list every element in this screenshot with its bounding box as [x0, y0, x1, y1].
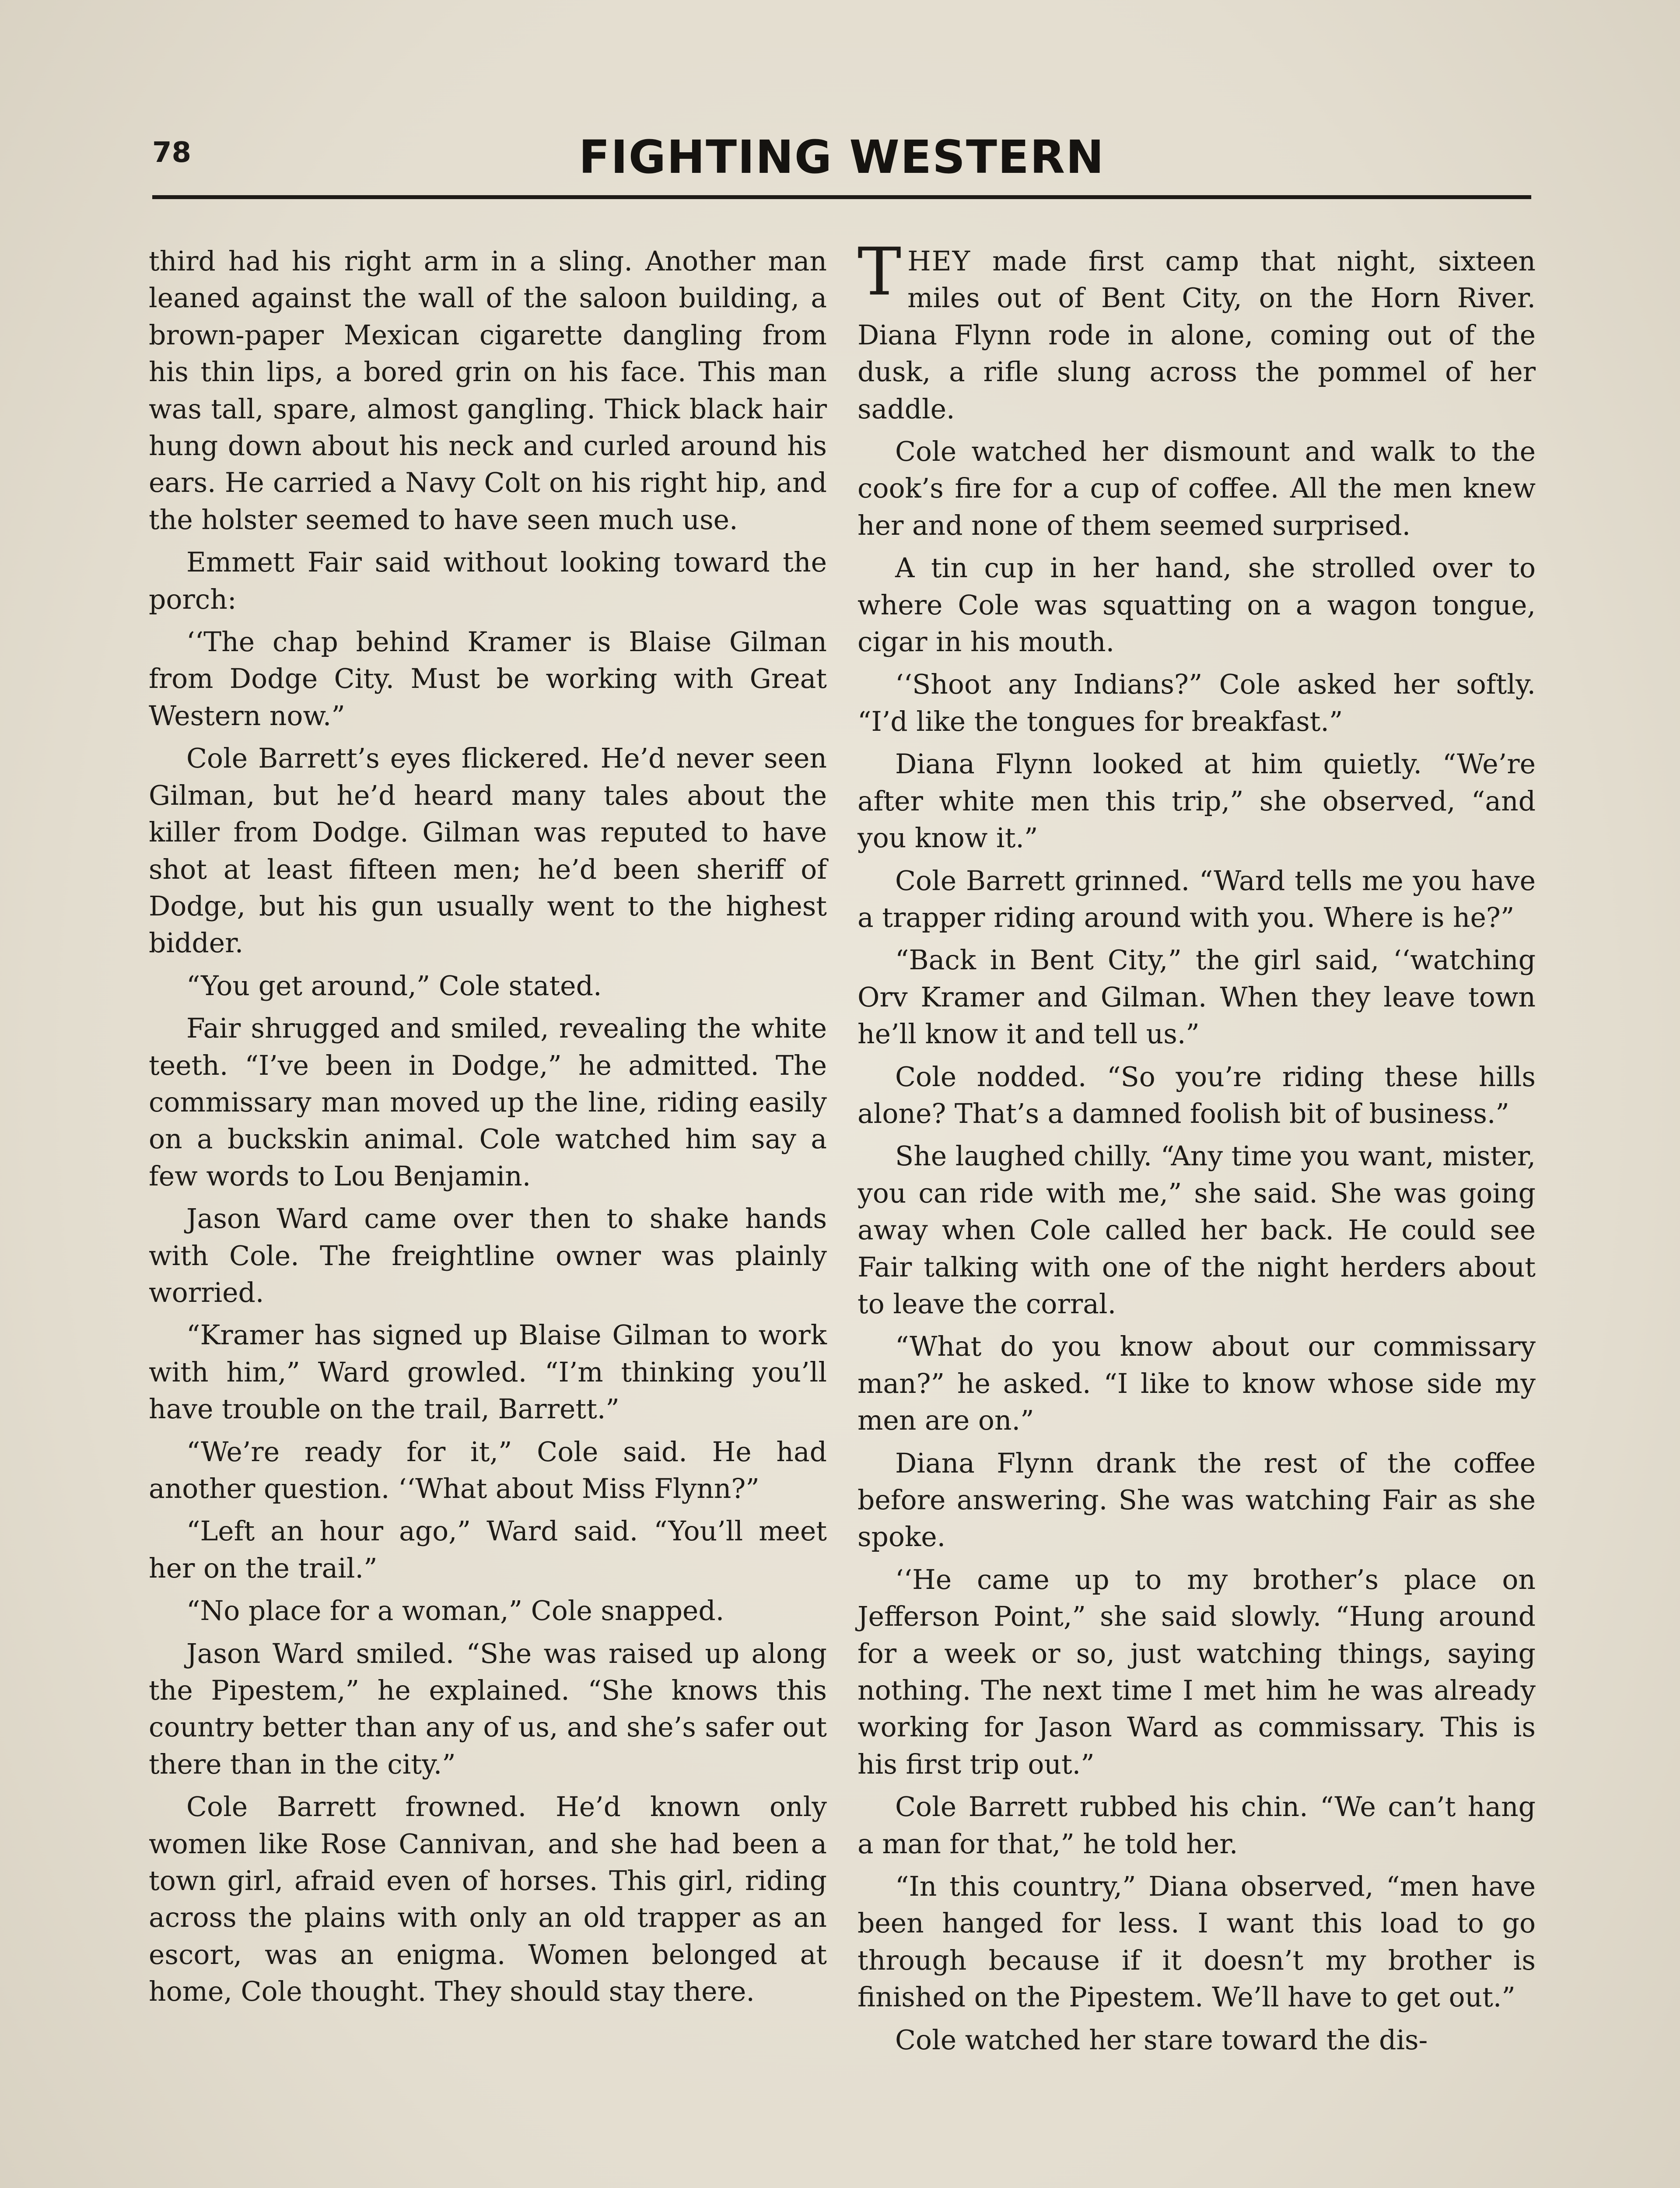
paragraph: Jason Ward came over then to shake hands with Cole. The freightline owner was plainly worried. — [149, 1203, 827, 1308]
paragraph: “We’re ready for it,” Cole said. He had another question. ‘‘What about Miss Flynn?” — [149, 1436, 827, 1504]
header-rule — [152, 195, 1531, 199]
opening-text: made first camp that night, sixteen miles out of Bent City, on the Horn River. Diana Flynn rode in alone, coming out of the dusk, a rifle slung across the pommel of her saddle. — [858, 245, 1536, 425]
paragraph: Diana Flynn looked at him quietly. “We’re after white men this trip,” she observed, “and you know it.” — [858, 748, 1536, 854]
paragraph: “Left an hour ago,” Ward said. “You’ll meet her on the trail.” — [149, 1515, 827, 1584]
page-header — [152, 127, 1531, 193]
paragraph: “Kramer has signed up Blaise Gilman to work with him,” Ward growled. “I’m thinking you’ll have trouble on the trail, Barrett.” — [149, 1319, 827, 1425]
opening-caps: HEY — [907, 245, 971, 277]
paragraph: Cole Barrett frowned. He’d known only women like Rose Cannivan, and she had been a town girl, afraid even of horses. This girl, riding across the plains with only an old trapper as an escort, was an enigma. Women belonged at home, Cole thought. They should stay there. — [149, 1791, 827, 2008]
paragraph: A tin cup in her hand, she strolled over to where Cole was squatting on a wagon tongue, cigar in his mouth. — [858, 552, 1536, 658]
paragraph: ‘‘Shoot any Indians?” Cole asked her softly. “I’d like the tongues for breakfast.” — [858, 669, 1536, 737]
paragraph: She laughed chilly. “Any time you want, mister, you can ride with me,” she said. She was going away when Cole called her back. He could see Fair talking with one of the night herders about to leave the corral. — [858, 1140, 1536, 1320]
paragraph: Jason Ward smiled. “She was raised up along the Pipestem,” he explained. “She knows this country better than any of us, and she’s safer out there than in the city.” — [149, 1637, 827, 1780]
paragraph: “No place for a woman,” Cole snapped. — [186, 1595, 724, 1627]
opening-paragraph — [858, 234, 1536, 428]
paragraph: “What do you know about our commissary man?” he asked. “I like to know whose side my men are on.” — [858, 1331, 1536, 1437]
left-column — [149, 243, 827, 2016]
paragraph: ‘‘The chap behind Kramer is Blaise Gilman from Dodge City. Must be working with Great Western now.” — [149, 626, 827, 732]
paragraph: “In this country,” Diana observed, “men have been hanged for less. I want this load to go through because if it doesn’t my brother is finished on the Pipestem. We’ll have to get out.” — [858, 1871, 1536, 2013]
paragraph: Cole nodded. “So you’re riding these hills alone? That’s a damned foolish bit of business.” — [858, 1061, 1536, 1129]
drop-cap: T — [858, 234, 902, 310]
paragraph: Fair shrugged and smiled, revealing the white teeth. “I’ve been in Dodge,” he admitted. The commissary man moved up the line, riding easily on a buckskin animal. Cole watched him say a few words to Lou Benjamin. — [149, 1013, 827, 1192]
paragraph: Emmett Fair said without looking toward the porch: — [149, 547, 827, 615]
paragraph: Cole Barrett’s eyes flickered. He’d never seen Gilman, but he’d heard many tales about the killer from Dodge. Gilman was reputed to have shot at least fifteen men; he’d been sheriff of Dodge, but his gun usually went to the highest bidder. — [149, 743, 827, 959]
running-title: FIGHTING WESTERN — [578, 130, 1105, 184]
paragraph: Cole watched her dismount and walk to the cook’s fire for a cup of coffee. All the men knew her and none of them seemed surprised. — [858, 436, 1536, 541]
paragraph: third had his right arm in a sling. Another man leaned against the wall of the saloon building, a brown-paper Mexican cigarette dangling from his thin lips, a bored grin on his face. This man was tall, spare, almost gangling. Thick black hair hung down about his neck and curled around his ears. He carried a Navy Colt on his right hip, and the holster seemed to have seen much use. — [149, 245, 827, 536]
paragraph: “Back in Bent City,” the girl said, ‘‘watching Orv Kramer and Gilman. When they leave town he’ll know it and tell us.” — [858, 944, 1536, 1050]
paragraph: “You get around,” Cole stated. — [186, 970, 602, 1002]
paragraph: Diana Flynn drank the rest of the coffee before answering. She was watching Fair as she spoke. — [858, 1447, 1536, 1553]
page-number: 78 — [152, 137, 192, 169]
paragraph: ‘‘He came up to my brother’s place on Jefferson Point,” she said slowly. “Hung around for a week or so, just watching things, saying nothing. The next time I met him he was already working for Jason Ward as commissary. This is his first trip out.” — [858, 1564, 1536, 1780]
paragraph: Cole Barrett rubbed his chin. “We can’t hang a man for that,” he told her. — [858, 1791, 1536, 1860]
right-column — [858, 234, 1536, 2064]
paragraph: Cole Barrett grinned. “Ward tells me you have a trapper riding around with you. Where is he?” — [858, 865, 1536, 933]
paragraph: Cole watched her stare toward the dis- — [895, 2024, 1428, 2056]
